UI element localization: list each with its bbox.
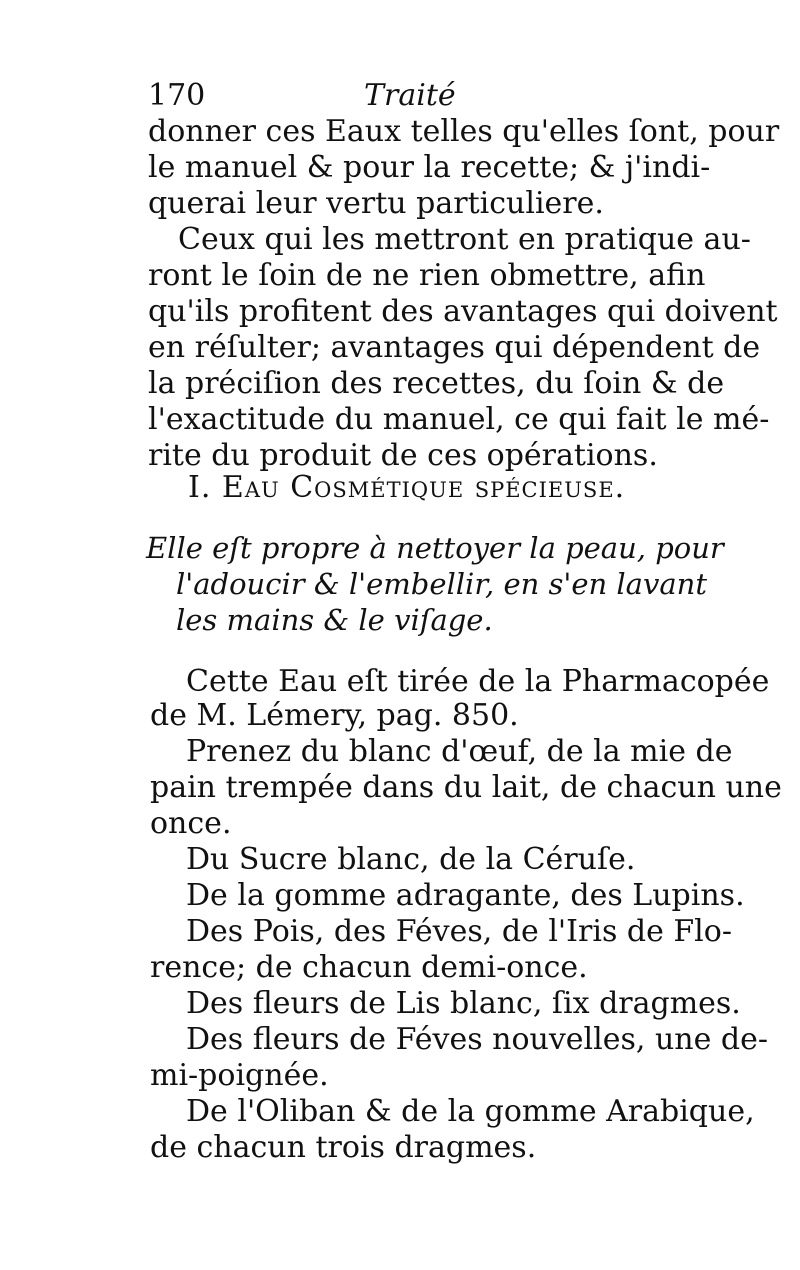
text-line: la préciſion des recettes, du ſoin & de: [148, 366, 725, 401]
page-header: [148, 78, 648, 118]
text-line: Des Pois, des Féves, de l'Iris de Flo-: [186, 914, 732, 949]
text-line: rence; de chacun demi-once.: [150, 950, 588, 985]
text-line: l'exactitude du manuel, ce qui fait le mé-: [148, 402, 770, 437]
italic-line: l'adoucir & l'embellir, en s'en lavant: [176, 567, 707, 601]
text-line: Des fleurs de Féves nouvelles, une de-: [186, 1022, 768, 1057]
italic-line: Elle eſt propre à nettoyer la peau, pour: [146, 531, 724, 565]
text-line: le manuel & pour la recette; & j'indi-: [148, 150, 711, 185]
text-line: donner ces Eaux telles qu'elles ſont, pour: [148, 114, 780, 149]
text-line: once.: [150, 806, 232, 841]
italic-line: les mains & le viſage.: [176, 603, 493, 637]
text-line: en réſulter; avantages qui dépendent de: [148, 330, 761, 365]
text-line: querai leur vertu particuliere.: [148, 186, 604, 221]
section-heading: I. Eau Cosmétique spécieuse.: [188, 470, 626, 505]
page-number: 170: [148, 78, 206, 113]
text-line: de chacun trois dragmes.: [150, 1130, 537, 1165]
text-line: pain trempée dans du lait, de chacun une: [150, 770, 782, 805]
text-line: Cette Eau eſt tirée de la Pharmacopée: [186, 664, 770, 699]
text-line: Ceux qui les mettront en pratique au-: [178, 222, 751, 257]
text-line: mi-poignée.: [150, 1058, 329, 1093]
text-line: De l'Oliban & de la gomme Arabique,: [186, 1094, 755, 1129]
text-line: Des fleurs de Lis blanc, ſix dragmes.: [186, 986, 741, 1021]
text-line: Prenez du blanc d'œuf, de la mie de: [186, 734, 733, 769]
text-line: Du Sucre blanc, de la Céruſe.: [186, 842, 636, 877]
text-line: rite du produit de ces opérations.: [148, 438, 658, 473]
text-line: qu'ils profitent des avantages qui doivent: [148, 294, 778, 329]
text-line: de M. Lémery, pag. 850.: [150, 698, 519, 733]
text-line: ront le ſoin de ne rien obmettre, afin: [148, 258, 706, 293]
running-title: Traité: [364, 78, 456, 113]
text-line: De la gomme adragante, des Lupins.: [186, 878, 745, 913]
